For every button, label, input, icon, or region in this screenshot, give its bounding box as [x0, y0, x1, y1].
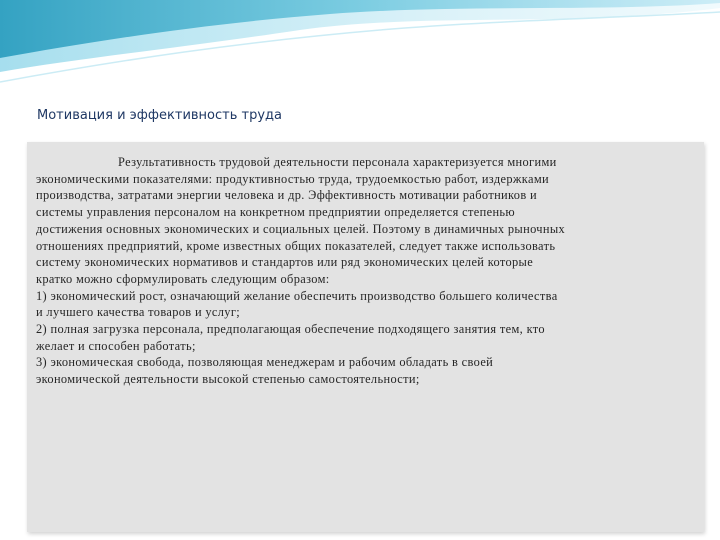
text-line: отношениях предприятий, кроме известных общих показателей, следует также использовать	[36, 238, 556, 253]
slide-title: Мотивация и эффективность труда	[37, 108, 282, 123]
list-item-3: 3) экономическая свобода, позволяющая менеджерам и рабочим обладать в своей	[36, 355, 494, 370]
text-line: Результативность трудовой деятельности персонала характеризуется многими	[118, 155, 557, 169]
text-line: экономической деятельности высокой степенью самостоятельности;	[36, 372, 420, 387]
text-line: систему экономических нормативов и стандартов или ряд экономических целей которые	[36, 255, 534, 270]
list-item-2: 2) полная загрузка персонала, предполагающая обеспечение подходящего занятия тем, кто	[36, 322, 545, 337]
text-line: производства, затратами энергии человека и др. Эффективность мотивации работников и	[36, 188, 537, 203]
text-line: желает и способен работать;	[36, 338, 196, 353]
text-line: системы управления персоналом на конкретном предприятии определяется степенью	[36, 205, 516, 220]
slide-header-decoration	[0, 0, 720, 100]
list-item-1: 1) экономический рост, означающий желание обеспечить производство большего количества	[36, 288, 558, 303]
content-text	[36, 154, 704, 388]
text-line: достижения основных экономических и социальных целей. Поэтому в динамичных рыночных	[36, 221, 566, 236]
text-line: кратко можно сформулировать следующим образом:	[36, 271, 330, 286]
text-line: и лучшего качества товаров и услуг;	[36, 305, 241, 320]
text-line: экономическими показателями: продуктивностью труда, трудоемкостью работ, издержками	[36, 171, 549, 186]
